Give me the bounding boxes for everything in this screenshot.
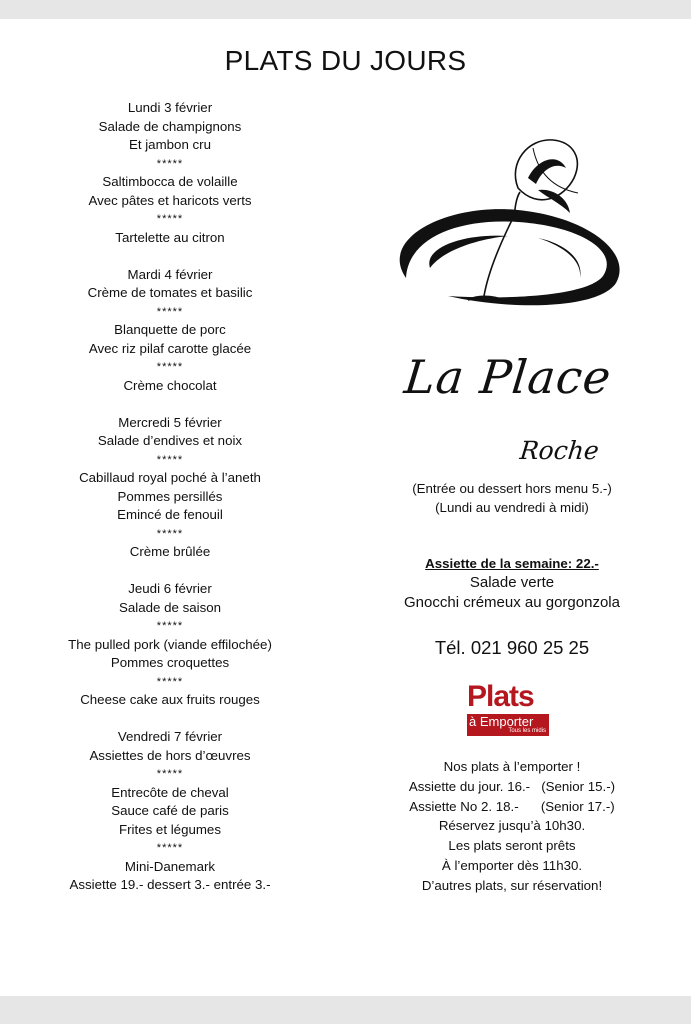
main-dish-line: The pulled pork (viande effilochée) xyxy=(68,636,272,652)
dessert-line: Crème chocolat xyxy=(123,377,217,393)
phone-number: Tél. 021 960 25 25 xyxy=(434,637,590,658)
day-name: Lundi 3 février xyxy=(127,100,213,115)
day-name: Vendredi 7 février xyxy=(117,729,223,744)
weekly-plate xyxy=(352,555,672,613)
dessert-line: Cheese cake aux fruits rouges xyxy=(80,692,260,707)
badge-small-text: Tous les midis xyxy=(508,728,546,734)
takeaway-line: Assiette du jour. 16.- (Senior 15.-) xyxy=(408,778,616,794)
dessert-line: Mini-Danemark xyxy=(124,858,216,874)
day-monday xyxy=(0,99,340,247)
badge-strip-text: à Emporter xyxy=(469,714,534,729)
separator: ***** xyxy=(156,453,184,466)
entree-line: Et jambon cru xyxy=(128,137,212,152)
badge-strip xyxy=(467,714,549,736)
takeaway-line: Les plats seront prêts xyxy=(448,838,576,854)
separator: ***** xyxy=(156,361,184,373)
entree-line: Assiettes de hors d’œuvres xyxy=(89,747,251,763)
price-line: Assiette 19.- dessert 3.- entrée 3.- xyxy=(69,877,271,892)
day-name: Mercredi 5 février xyxy=(118,414,222,430)
main-dish-line: Blanquette de porc xyxy=(114,322,226,337)
takeaway-line: Assiette No 2. 18.- (Senior 17.-) xyxy=(409,798,615,814)
day-wednesday xyxy=(0,414,340,562)
main-dish-line: Sauce café de paris xyxy=(111,803,229,818)
separator: ***** xyxy=(156,527,184,540)
dessert-line: Crème brûlée xyxy=(129,544,211,559)
weekly-plate-heading: Assiette de la semaine: 22.- xyxy=(425,556,599,571)
main-dish-line: Emincé de fenouil xyxy=(117,507,223,522)
daily-menu-list xyxy=(0,99,340,913)
main-dish-line: Entrecôte de cheval xyxy=(111,784,229,800)
badge-word: Plats xyxy=(467,680,534,713)
separator: ***** xyxy=(156,157,184,170)
main-dish-line: Avec pâtes et haricots verts xyxy=(88,192,252,208)
separator: ***** xyxy=(156,675,184,688)
entree-line: Salade de saison xyxy=(118,599,222,615)
entree-line: Salade d’endives et noix xyxy=(97,433,243,448)
day-name: Jeudi 6 février xyxy=(128,581,212,596)
separator: ***** xyxy=(156,620,184,632)
separator: ***** xyxy=(156,768,184,780)
note-line: (Lundi au vendredi à midi) xyxy=(435,499,589,515)
entree-line: Crème de tomates et basilic xyxy=(87,285,253,300)
plate-and-glass-logo-icon xyxy=(388,118,628,318)
separator: ***** xyxy=(156,842,184,854)
separator: ***** xyxy=(156,305,184,318)
main-dish-line: Pommes persillés xyxy=(117,488,223,504)
extras-note xyxy=(352,480,672,517)
entree-line: Salade de champignons xyxy=(98,118,242,134)
takeaway-badge xyxy=(467,679,549,741)
day-name: Mardi 4 février xyxy=(127,266,213,282)
brand-location: Roche xyxy=(518,436,601,465)
takeaway-info xyxy=(352,757,672,896)
main-dish-line: Avec riz pilaf carotte glacée xyxy=(88,340,252,356)
takeaway-line: D’autres plats, sur réservation! xyxy=(421,877,603,893)
main-dish-line: Cabillaud royal poché à l’aneth xyxy=(79,470,261,485)
weekly-plate-line: Salade verte xyxy=(469,574,555,591)
note-line: (Entrée ou dessert hors menu 5.-) xyxy=(412,481,612,496)
takeaway-line: Nos plats à l’emporter ! xyxy=(443,759,581,774)
takeaway-line: Réservez jusqu’à 10h30. xyxy=(438,818,586,834)
day-friday xyxy=(0,728,340,895)
day-thursday xyxy=(0,580,340,710)
dessert-line: Tartelette au citron xyxy=(115,229,225,245)
main-dish-line: Pommes croquettes xyxy=(110,655,230,670)
weekly-plate-line: Gnocchi crémeux au gorgonzola xyxy=(404,594,620,611)
brand-name: La Place xyxy=(401,350,615,404)
main-dish-line: Saltimbocca de volaille xyxy=(102,174,238,189)
takeaway-line: À l’emporter dès 11h30. xyxy=(441,857,583,873)
day-tuesday xyxy=(0,266,340,396)
separator: ***** xyxy=(156,213,184,225)
page-title: PLATS DU JOURS xyxy=(224,45,467,76)
main-dish-line: Frites et légumes xyxy=(119,821,221,837)
